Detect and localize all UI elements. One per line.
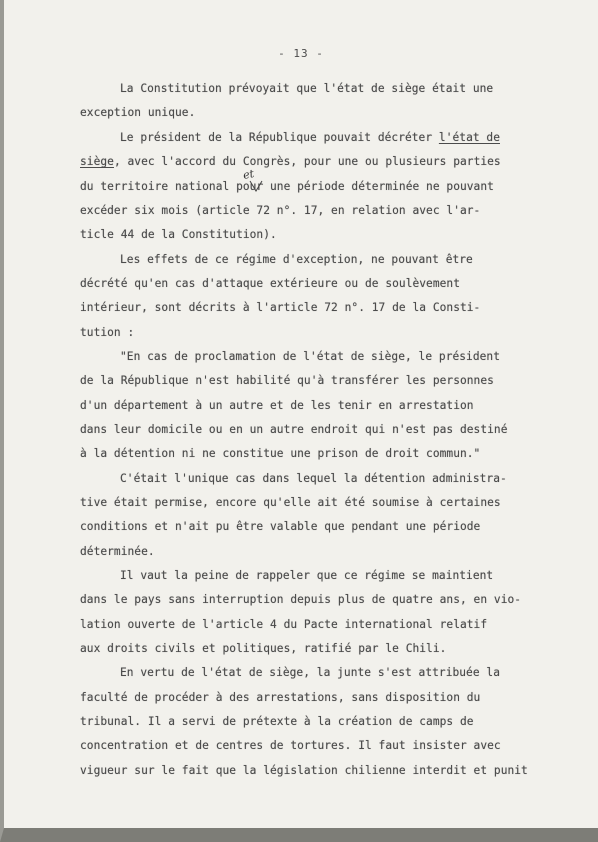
text-line: concentration et de centres de tortures. Il faut insister avec xyxy=(80,739,501,752)
text-line xyxy=(80,155,501,169)
text-fragment: Le président de la République pouvait décréter xyxy=(120,131,439,144)
quote-line: à la détention ni ne constitue une prison de droit commun." xyxy=(80,447,481,460)
text-line: vigueur sur le fait que la législation chilienne interdit et punit xyxy=(80,764,528,777)
text-line: tribunal. Il a servi de prétexte à la création de camps de xyxy=(80,715,474,728)
text-line: décrété qu'en cas d'attaque extérieure ou de soulèvement xyxy=(80,277,460,290)
handwritten-annotation: et xyxy=(241,167,256,182)
text-line: ticle 44 de la Constitution). xyxy=(80,228,277,241)
text-line: tution : xyxy=(80,326,135,339)
text-line: En vertu de l'état de siège, la junte s'est attribuée la xyxy=(120,666,500,679)
text-line xyxy=(120,131,500,145)
text-line: intérieur, sont décrits à l'article 72 n°. 17 de la Consti- xyxy=(80,301,481,314)
quote-line: de la République n'est habilité qu'à transférer les personnes xyxy=(80,374,494,387)
underlined-term: l'état de xyxy=(438,131,500,144)
quote-line: d'un département à un autre et de les tenir en arrestation xyxy=(80,399,474,412)
page-number: - 13 - xyxy=(278,47,324,60)
text-line: exception unique. xyxy=(80,106,196,119)
text-line: tive était permise, encore qu'elle ait été soumise à certaines xyxy=(80,496,501,509)
quote-line: "En cas de proclamation de l'état de siège, le président xyxy=(120,350,500,363)
text-line: lation ouverte de l'article 4 du Pacte international relatif xyxy=(80,618,488,631)
text-line: excéder six mois (article 72 n°. 17, en relation avec l'ar- xyxy=(80,204,481,217)
text-line: faculté de procéder à des arrestations, sans disposition du xyxy=(80,691,481,704)
text-line: déterminée. xyxy=(80,545,155,558)
text-fragment: , avec l'accord du Congrès, pour une ou plusieurs parties xyxy=(113,155,501,168)
text-line: du territoire national pour une période déterminée ne pouvant xyxy=(80,180,494,193)
quote-line: dans leur domicile ou en un autre endroit qui n'est pas destiné xyxy=(80,423,508,436)
text-line: dans le pays sans interruption depuis plus de quatre ans, en vio- xyxy=(80,593,522,606)
text-line: C'était l'unique cas dans lequel la détention administra- xyxy=(120,472,507,485)
text-line: La Constitution prévoyait que l'état de siège était une xyxy=(120,82,494,95)
text-line: Les effets de ce régime d'exception, ne pouvant être xyxy=(120,253,473,266)
text-line: conditions et n'ait pu être valable que pendant une période xyxy=(80,520,481,533)
underlined-term: siège xyxy=(80,155,114,168)
text-line: aux droits civils et politiques, ratifié par le Chili. xyxy=(80,642,447,655)
text-line: Il vaut la peine de rappeler que ce régime se maintient xyxy=(120,569,494,582)
